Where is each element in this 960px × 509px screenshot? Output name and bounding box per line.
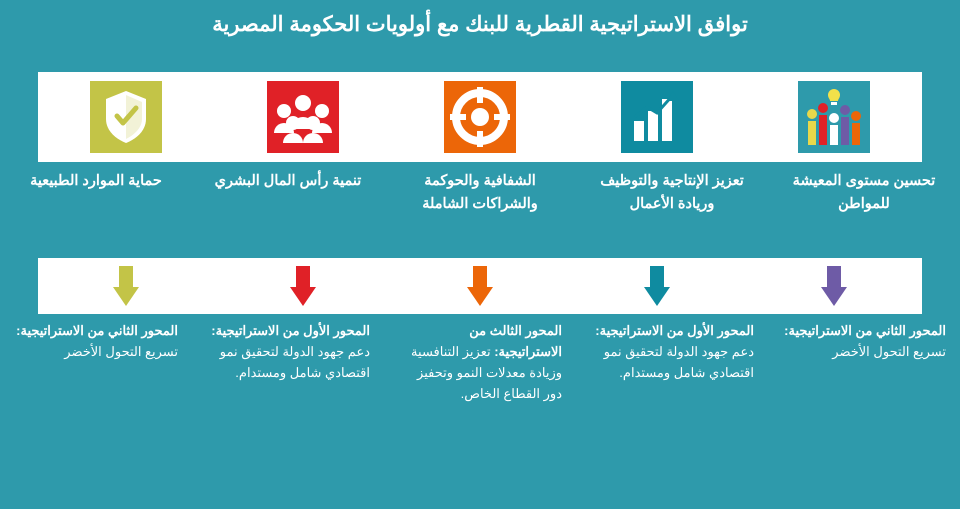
icon-cell-3 (392, 72, 569, 162)
bar-chart-growth-icon (621, 81, 693, 153)
pillar-description-2-rest: دعم جهود الدولة لتحقيق نمو اقتصادي شامل ومستدام. (219, 344, 370, 380)
pillar-description-4 (576, 320, 768, 404)
pillar-description-3-rest: تعزيز التنافسية وزيادة معدلات النمو وتحفيز دور القطاع الخاص. (411, 344, 562, 401)
pillar-description-5-bold: المحور الثاني من الاستراتيجية: (784, 323, 946, 338)
pillar-description-5-rest: تسريع التحول الأخضر (832, 344, 946, 359)
arrow-cell-2 (215, 258, 392, 314)
arrow-strip (38, 258, 922, 314)
pillar-description-2-bold: المحور الأول من الاستراتيجية: (211, 323, 370, 338)
arrow-down-icon-2 (290, 266, 316, 306)
icon-cell-5 (745, 72, 922, 162)
arrow-cell-5 (745, 258, 922, 314)
pillar-description-3 (384, 320, 576, 404)
pillar-description-1 (0, 320, 192, 404)
pillar-label-2: تنمية رأس المال البشري (214, 173, 362, 189)
lifebuoy-icon (444, 81, 516, 153)
arrow-down-icon-4 (644, 266, 670, 306)
pillar-description-5 (768, 320, 960, 404)
page-title: توافق الاستراتيجية القطرية للبنك مع أولويات الحكومة المصرية (212, 13, 748, 36)
pillar-description-1-bold: المحور الثاني من الاستراتيجية: (16, 323, 178, 338)
icon-cell-1 (38, 72, 215, 162)
arrow-cell-1 (38, 258, 215, 314)
pillar-label-3: الشفافية والحوكمة والشراكات الشاملة (422, 173, 538, 212)
pillar-description-2 (192, 320, 384, 404)
icon-cell-2 (215, 72, 392, 162)
people-ideas-icon (798, 81, 870, 153)
arrow-down-icon-5 (821, 266, 847, 306)
people-group-icon (267, 81, 339, 153)
arrow-down-icon-1 (113, 266, 139, 306)
arrow-cell-4 (568, 258, 745, 314)
pillar-description-3-bold: المحور الثالث من الاستراتيجية: (469, 323, 562, 359)
shield-icon (90, 81, 162, 153)
pillar-description-1-rest: تسريع التحول الأخضر (64, 344, 178, 359)
pillar-label-5: تحسين مستوى المعيشة للمواطن (792, 173, 936, 212)
arrow-cell-3 (392, 258, 569, 314)
pillar-description-4-bold: المحور الأول من الاستراتيجية: (595, 323, 754, 338)
pillar-description-4-rest: دعم جهود الدولة لتحقيق نمو اقتصادي شامل ومستدام. (603, 344, 754, 380)
icon-strip (38, 72, 922, 162)
pillar-label-1: حماية الموارد الطبيعية (30, 173, 162, 189)
pillar-labels-row (0, 170, 960, 250)
pillar-label-4: تعزيز الإنتاجية والتوظيف وريادة الأعمال (600, 173, 744, 212)
pillar-descriptions-row (0, 320, 960, 404)
arrow-down-icon-3 (467, 266, 493, 306)
icon-cell-4 (568, 72, 745, 162)
